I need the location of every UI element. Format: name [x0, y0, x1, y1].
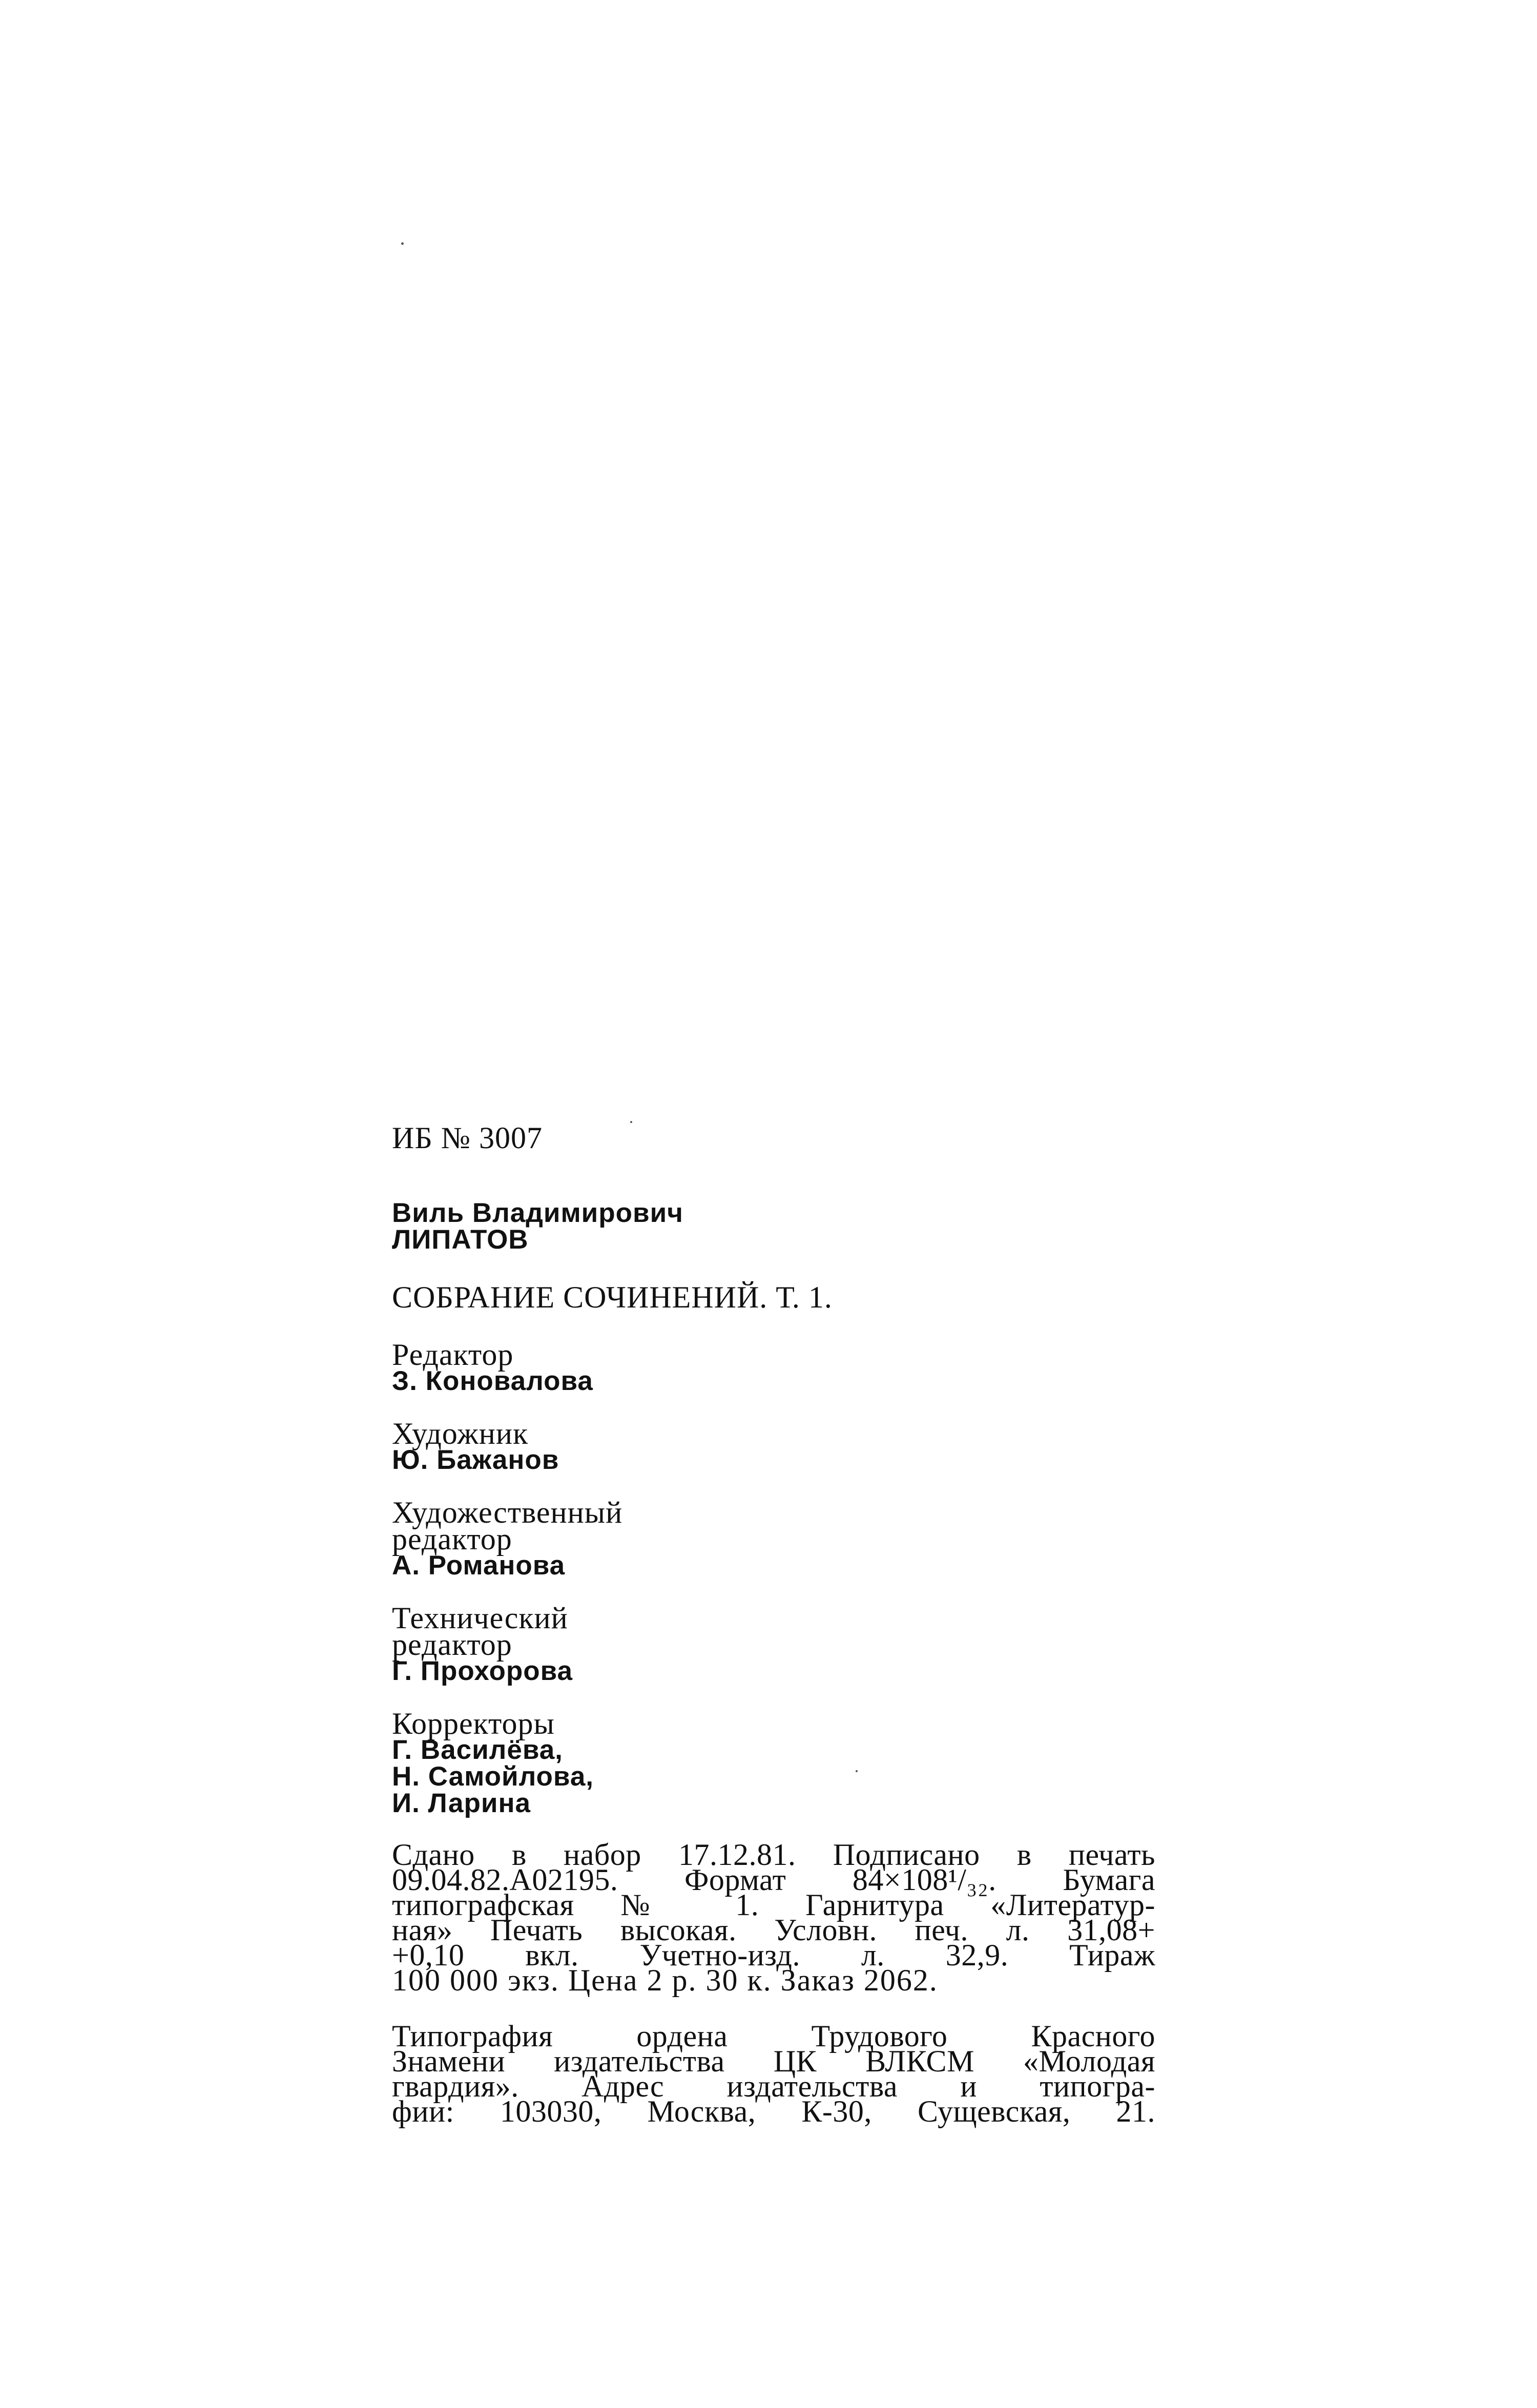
author-first-name: Виль Владимирович: [392, 1198, 683, 1228]
print-details-line: 100 000 экз. Цена 2 р. 30 к. Заказ 2062.: [392, 1963, 938, 1997]
printer-info-line: Знамени издательства ЦК ВЛКСМ «Молодая: [392, 2044, 1155, 2078]
credit-proofreaders: [392, 1707, 1155, 1818]
credit-person: А. Романова: [392, 1550, 566, 1581]
author-surname: ЛИПАТОВ: [392, 1224, 529, 1255]
book-title: СОБРАНИЕ СОЧИНЕНИЙ. Т. 1.: [392, 1280, 833, 1314]
print-details-line: Сдано в набор 17.12.81. Подписано в печать: [392, 1838, 1155, 1872]
print-details-line: типографская № 1. Гарнитура «Литератур-: [392, 1888, 1155, 1922]
credit-role: Корректоры: [392, 1707, 555, 1740]
credit-role: редактор: [392, 1628, 512, 1662]
credit-art-editor: [392, 1496, 1155, 1581]
credit-editor: [392, 1338, 1155, 1396]
credit-person: И. Ларина: [392, 1788, 531, 1818]
credit-role: Художник: [392, 1417, 529, 1450]
credit-technical-editor: [392, 1601, 1155, 1686]
printer-info: [392, 2019, 1155, 2128]
printer-info-line: Типография ордена Трудового Красного: [392, 2019, 1155, 2053]
credit-person: Г. Василёва,: [392, 1735, 563, 1765]
credit-role: Художественный: [392, 1496, 623, 1529]
printer-info-line: гвардия». Адрес издательства и типогра-: [392, 2069, 1155, 2103]
print-details-line: +0,10 вкл. Учетно-изд. л. 32,9. Тираж: [392, 1938, 1155, 1972]
colophon-block: [392, 1121, 1155, 2128]
credit-person: З. Коновалова: [392, 1366, 593, 1396]
print-details-line: ная» Печать высокая. Условн. печ. л. 31,08+: [392, 1913, 1155, 1947]
credit-role: редактор: [392, 1522, 512, 1556]
credit-role: Редактор: [392, 1338, 514, 1372]
print-details: [392, 1838, 1155, 1997]
print-details-line: 09.04.82.А02195. Формат 84×108¹/₃₂. Бумага: [392, 1863, 1155, 1897]
ib-number: ИБ № 3007: [392, 1121, 543, 1155]
print-speck: [401, 242, 404, 245]
printer-info-line: фии: 103030, Москва, К-30, Сущевская, 21.: [392, 2094, 1155, 2128]
credit-person: Г. Прохорова: [392, 1656, 573, 1686]
credit-person: Н. Самойлова,: [392, 1761, 594, 1792]
author-block: [392, 1200, 1155, 1253]
credit-role: Технический: [392, 1601, 568, 1635]
credit-artist: [392, 1417, 1155, 1475]
credit-person: Ю. Бажанов: [392, 1445, 559, 1475]
print-speck: [630, 1121, 632, 1123]
